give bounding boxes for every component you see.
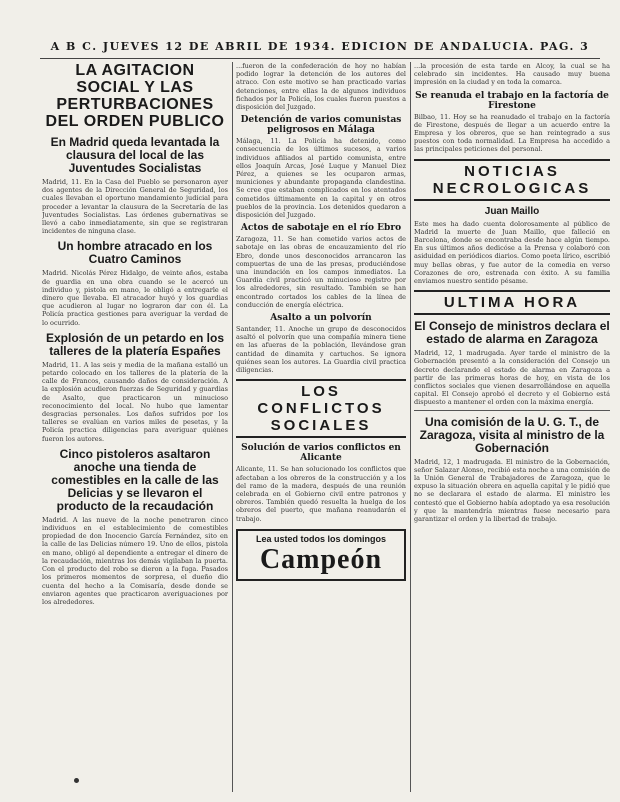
article-body: Madrid, 11. En la Casa del Pueblo se personaron ayer dos agentes de la Dirección General de Seguridad, los cuales llevaban el oportuno mandamiento judicial para proceder a levantar la clausura de la Secretaría de las Juventudes Socialistas. Las órdenes gubernativas se llevó a cabo inmediatamente, sin que se registraran incidentes de ninguna clase.	[42, 178, 228, 236]
article-body: Madrid, 12, 1 madrugada. El ministro de la Gobernación, señor Salazar Alonso, recibió esta noche a una comisión de la Unión General de Trabajadores de Zaragoza, que le expuso la situación obrera en aquella capital y le pidió que no se declarara el estado de alarma. El ministro les contestó que el Gobierno había adoptado ya esa resolución y que la mantendría mientras fuese necesario para garantizar el orden y la libertad de trabajo.	[414, 457, 610, 524]
article-headline: Una comisión de la U. G. T., de Zaragoza, visita al ministro de la Gobernación	[419, 414, 605, 455]
obituary-name: Juan Maillo	[484, 205, 540, 217]
article-body: Madrid, 11. A las seis y media de la mañana estalló un petardo colocado en los talleres de la platería de la calle de Francos, causando daños de consideración. A la explosión acudieron fuerzas de Seguridad y guardias de Asalto, que practicaron un minucioso reconocimiento del local. No hubo que lamentar desgracias personales. Los daños sufridos por los talleres se evalúan en varios miles de pesetas, y la Policía practica diligencias para averiguar quiénes fueron los autores.	[42, 360, 228, 443]
column-divider	[410, 62, 411, 792]
column-left	[42, 62, 228, 796]
article-body: Alicante, 11. Se han solucionado los conflictos que afectaban a los obreros de la construcción y a los del ramo de la madera, después de una reunión celebrada en el Gobierno civil entre patronos y obreros. También quedó resuelta la huelga de los obreros del puerto, que mañana reanudarán el trabajo.	[236, 465, 406, 523]
article-headline: Actos de sabotaje en el río Ebro	[240, 223, 402, 234]
article-body: ...fueron de la confederación de hoy no habían podido lograr la detención de los autores del atraco. Con este motivo se han practicado varias detenciones, entre ellas la de algunos individuos fichados por la Policía, los cuales fueron puestos a disposición del Juzgado.	[236, 62, 406, 112]
article-headline: En Madrid queda levantada la clausura del local de las Juventudes Socialistas	[50, 135, 220, 175]
ad-brand: Campeón	[259, 543, 383, 575]
section-header: NOTICIAS NECROLOGICAS	[414, 159, 610, 201]
main-headline: LA AGITACION SOCIAL Y LAS PERTURBACIONES DEL ORDEN PUBLICO	[45, 62, 225, 130]
article-body: Málaga, 11. La Policía ha detenido, como consecuencia de los últimos sucesos, a varios individuos afiliados al partido comunista, entre ellos Joaquín Arcas, José Luque y Manuel Diez Pérez, a quienes se les ocuparon armas, municiones y abundante propaganda clandestina. Se cree que estaban complicados en los atentados cometidos últimamente en la capital y en otros pueblos de la provincia. Los detenidos quedaron a disposición del Juzgado.	[236, 137, 406, 220]
column-middle	[236, 62, 406, 796]
ad-tagline: Lea usted todos los domingos	[255, 533, 386, 544]
article-body: Bilbao, 11. Hoy se ha reanudado el trabajo en la factoría de Firestone, después de llegar a un acuerdo entre la Empresa y los obreros, que se han reintegrado a sus puestos con toda normalidad. La Empresa ha accedido a las principales peticiones del personal.	[414, 112, 610, 154]
article-headline: Asalto a un polvorín	[270, 313, 372, 324]
article-headline: Solución de varios conflictos en Alicante	[241, 443, 401, 464]
article-body: ...la procesión de esta tarde en Alcoy, la cual se ha celebrado sin incidentes. Ha causado muy buena impresión en la ciudad y en toda la comarca.	[414, 62, 610, 87]
article-headline: Se reanuda el trabajo en la factoría de Firestone	[415, 90, 609, 111]
ink-dot	[74, 778, 79, 783]
column-right	[414, 62, 610, 796]
article-body: Este mes ha dado cuenta dolorosamente al público de Madrid la muerte de Juan Maillo, que falleció en Barcelona, donde se encontraba desde hace algún tiempo. En sus últimos años dedicóse a la Prensa y colaboró con asiduidad en periódicos diarios. Como poeta lírico, escribió muy bellas obras, y fue autor de la comedia en verso Corazones de oro, estrenada con éxito. A su familia enviamos nuestro sentido pésame.	[414, 219, 610, 286]
article-headline: Un hombre atracado en los Cuatro Caminos	[57, 239, 213, 267]
article-headline: Explosión de un petardo en los talleres de la platería Españes	[45, 330, 225, 358]
section-header: ULTIMA HORA	[414, 290, 610, 315]
article-body: Madrid. A las nueve de la noche penetraron cinco individuos en el establecimiento de comestibles propiedad de don Inocencio García Fernández, sito en la calle de las Delicias número 19. Uno de ellos, pistola en mano, obligó al dependiente a entregar el dinero de la recaudación, mientras los demás vigilaban la puerta. Con el producto del robo se dieron a la fuga. Pasados los primeros momentos de sorpresa, el dueño dio cuenta del hecho a la Comisaría, desde donde se enviaron agentes que practicaron averiguaciones por los alrededores.	[42, 515, 228, 606]
masthead: A B C. JUEVES 12 DE ABRIL DE 1934. EDICION DE ANDALUCIA. PAG. 3	[40, 40, 600, 59]
article-body: Zaragoza, 11. Se han cometido varios actos de sabotaje en las obras de encauzamiento del río Ebro, donde unos desconocidos arrancaron las compuertas de una de las presas, produciéndose una inundación en los campos inmediatos. La Guardia civil practicó un minucioso registro por los alrededores, sin resultado. También se han encontrado cortados los cables de la línea de conducción de energía eléctrica.	[236, 235, 406, 309]
advertisement	[236, 529, 406, 581]
article-body: Santander, 11. Anoche un grupo de desconocidos asaltó el polvorín que una compañía minera tiene en las afueras de la población, llevándose gran cantidad de dinamita y cartuchos. Se ignora quiénes sean los autores. La Guardia civil practica diligencias.	[236, 325, 406, 375]
section-header: LOS CONFLICTOS SOCIALES	[236, 379, 406, 438]
article-headline: Detención de varios comunistas peligrosos en Málaga	[240, 115, 402, 136]
article-body: Madrid, 12, 1 madrugada. Ayer tarde el ministro de la Gobernación presentó a la consideración del Consejo un decreto declarando el estado de alarma en Zaragoza a partir de las primeras horas de hoy, en vista de los conflictos sociales que vienen desarrollándose en aquella capital. El Consejo aprobó el decreto y el Gobierno está dispuesto a mantener el orden con la máxima energía.	[414, 349, 610, 407]
column-divider	[232, 62, 233, 792]
article-headline: El Consejo de ministros declara el estado de alarma en Zaragoza	[414, 319, 610, 347]
article-headline: Cinco pistoleros asaltaron anoche una tienda de comestibles en la calle de las Delicias y se llevaron el producto de la recaudación	[51, 446, 219, 513]
divider	[414, 410, 610, 411]
article-body: Madrid. Nicolás Pérez Hidalgo, de veinte años, estaba de guardia en una obra cuando se le acercó un individuo y, pistola en mano, le obligó a entregarle el dinero que llevaba. El atracador huyó y los guardias que acudieron al lugar no lograron dar con él. La Policía practica gestiones para averiguar la verdad de lo ocurrido.	[42, 269, 228, 327]
